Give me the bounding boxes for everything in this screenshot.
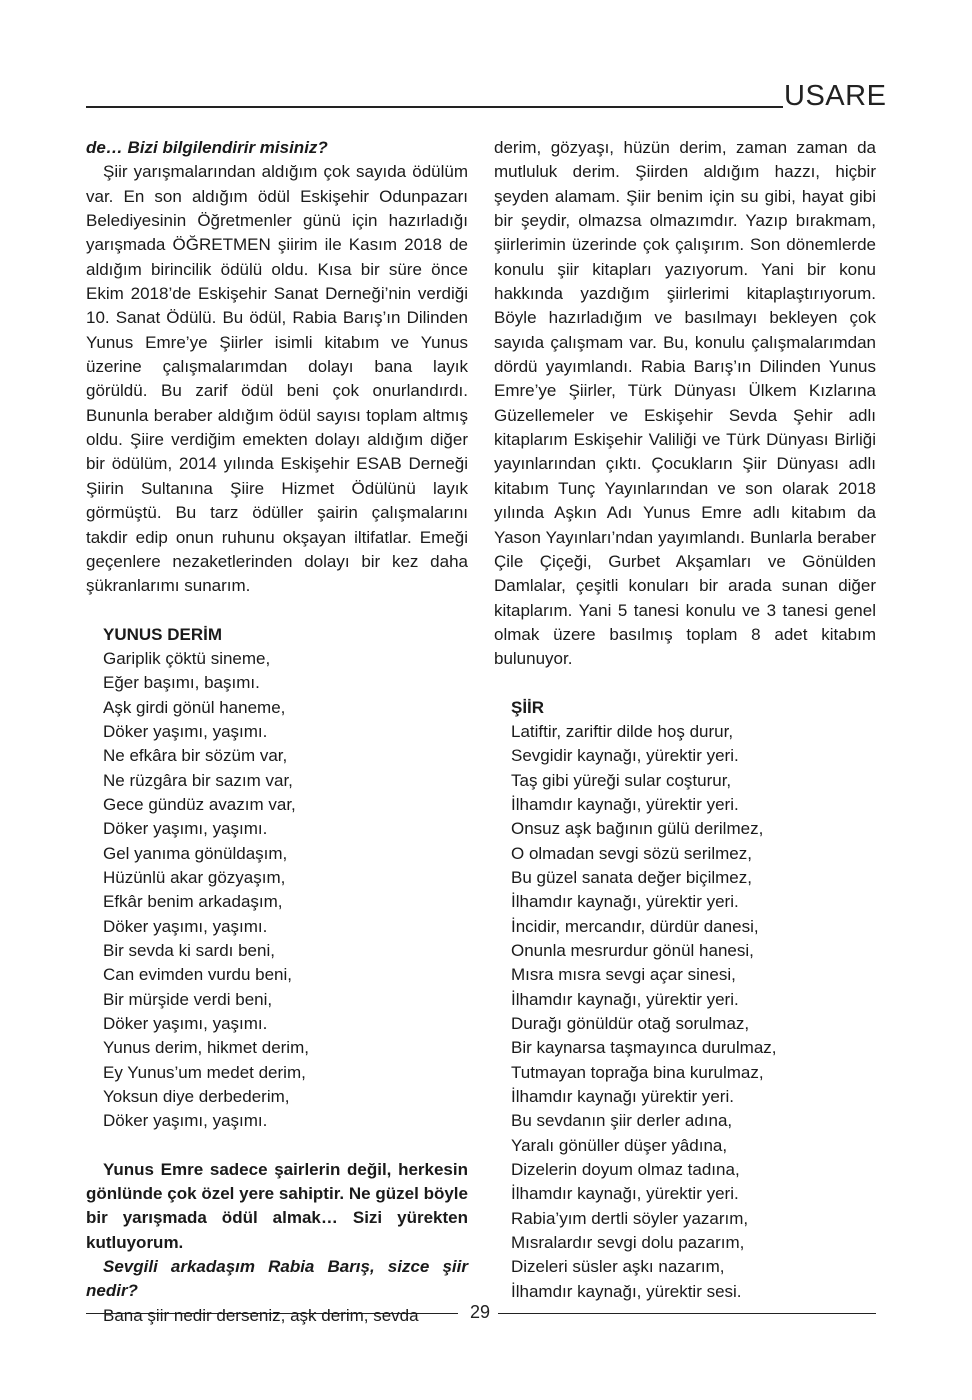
- interviewer-comment: Yunus Emre sadece şairlerin değil, herkesin gönlünde çok özel yere sahiptir. Ne güzel böyle bir yarışmada ödül almak… Sizi yürekten kutluyorum.: [86, 1159, 468, 1252]
- poem-line: Efkâr benim arkadaşım,: [103, 892, 283, 912]
- poem-line: Gel yanıma gönüldaşım,: [103, 843, 288, 863]
- answer-paragraph: Şiir yarışmalarından aldığım çok sayıda ödülüm var. En son aldığım ödül Eskişehir Odunpazarı Belediyesinin Öğretmenler günü için hazırladığı yarışmada ÖĞRETMEN şiirim ile Kasım 2018 de aldığım birincilik ödülü oldu. Kısa bir süre önce Ekim 2018’de Eskişehir Sanat Derneği’nin verdiği 10. Sanat Ödülü. Bu ödül, Rabia Barış’ın Dilinden Yunus Emre’ye Şiirler isimli kitabım ve Yunus üzerine çalışmalarımdan dolayı bana layık görüldü. Bu zarif ödül beni çok onurlandırdı. Bununla beraber aldığım ödül sayısı toplam altmış oldu. Şiire verdiğim emekten dolayı aldığım diğer bir ödülüm, 2014 yılında Eskişehir ESAB Derneği Şiirin Sultanına Şiire Hizmet Ödülünü layık görmüştü. Bu tarz ödüller şairin çalışmalarını takdir edip onun ruhunu okşayan iltifatlar. Emeği geçenlere nezaketlerinden dolayı bir kez daha şükranlarımı sunarım.: [86, 162, 468, 596]
- poem-lines: [103, 647, 468, 1134]
- question-tail: de… Bizi bilgilendirir misiniz?: [86, 138, 328, 157]
- footer-rule-left: [86, 1313, 458, 1314]
- poem-line: İlhamdır kaynağı, yürektir yeri.: [511, 989, 739, 1009]
- poem-yunus-derim: [103, 623, 468, 1134]
- poem-line: Rabia’yım dertli söyler yazarım,: [511, 1208, 749, 1228]
- spacer: [494, 672, 876, 696]
- footer-rule-right: [498, 1313, 876, 1314]
- poem-title: YUNUS DERİM: [103, 624, 223, 644]
- poem-line: İlhamdır kaynağı, yürektir yeri.: [511, 1184, 739, 1204]
- poem-line: Bu güzel sanata değer biçilmez,: [511, 867, 752, 887]
- poem-line: Bu sevdanın şiir derler adına,: [511, 1111, 733, 1131]
- poem-line: Ne rüzgâra bir sazım var,: [103, 770, 293, 790]
- right-column: [494, 136, 876, 1304]
- poem-line: Gariplik çöktü sineme,: [103, 648, 271, 668]
- question: Sevgili arkadaşım Rabia Barış, sizce şiir nedir?: [86, 1257, 468, 1301]
- poem-line: Dizeleri süsler aşkı nazarım,: [511, 1257, 725, 1277]
- poem-line: Döker yaşımı, yaşımı.: [103, 1014, 268, 1034]
- poem-line: Yoksun diye derbederim,: [103, 1087, 290, 1107]
- poem-line: Mısralardır sevgi dolu pazarım,: [511, 1233, 745, 1253]
- poem-line: Ey Yunus’um medet derim,: [103, 1062, 306, 1082]
- poem-line: Latiftir, zariftir dilde hoş durur,: [511, 721, 734, 741]
- poem-line: Onsuz aşk bağının gülü derilmez,: [511, 819, 764, 839]
- poem-line: İncidir, mercandır, dürdür danesi,: [511, 916, 759, 936]
- left-column: [86, 136, 468, 1328]
- poem-line: İlhamdır kaynağı, yürektir yeri.: [511, 892, 739, 912]
- answer-start: Bana şiir nedir derseniz, aşk derim, sevda: [103, 1305, 419, 1325]
- poem-line: Gece gündüz avazım var,: [103, 794, 296, 814]
- answer-continued: derim, gözyaşı, hüzün derim, zaman zaman da mutluluk derim. Şiirden aldığım hazzı, hiçbir şeyden alamam. Şiir benim için su gibi, hayat gibi bir şeydir, olmazsa olmazımdır. Yazıp bırakmam, şiirlerimin üzerinde çok çalışırım. Son dönemlerde konulu şiir kitapları yazıyorum. Yani bir konu hakkında yazdığım şiirlerimi kitaplaştırıyorum. Böyle hazırladığım ve basılmayı bekleyen çok sayıda çalışmam var. Bu, konulu çalışmalarımdan dördü yayımlandı. Rabia Barış’ın Dilinden Yunus Emre’ye Şiirler, Türk Dünyası Ülkem Kızlarına Güzellemeler ve Eskişehir Sevda Şehir adlı kitaplarım Eskişehir Valiliği ve Türk Dünyası Birliği yayınlarından çıktı. Çocukların Şiir Dünyası adlı kitabım Tunç Yayınlarından ve son olarak 2018 yılında Aşkın Adı Yunus Emre adlı kitabım da Yason Yayınları’ndan yayımlandı. Bunlarla beraber Çile Çiçeği, Gurbet Akşamları ve Gönülden Damlalar, çeşitli konuları bir arada sunan diğer kitaplarım. Yani 5 tanesi konulu ve 3 tanesi genel olmak üzere basılmış toplam 8 adet kitabım bulunuyor.: [494, 138, 876, 669]
- poem-line: O olmadan sevgi sözü serilmez,: [511, 843, 752, 863]
- poem-line: Onunla mesrurdur gönül hanesi,: [511, 941, 754, 960]
- spacer: [86, 1134, 468, 1158]
- poem-line: Döker yaşımı, yaşımı.: [103, 1111, 268, 1131]
- poem-siir: [511, 696, 876, 1305]
- page-number: 29: [469, 1302, 491, 1322]
- poem-line: Aşk girdi gönül haneme,: [103, 697, 286, 717]
- poem-line: Can evimden vurdu beni,: [103, 965, 293, 985]
- poem-line: Durağı gönüldür otağ sorulmaz,: [511, 1014, 750, 1034]
- poem-line: Ne efkâra bir sözüm var,: [103, 746, 288, 766]
- poem-title: ŞİİR: [511, 697, 545, 717]
- poem-line: Dizelerin doyum olmaz tadına,: [511, 1160, 740, 1180]
- poem-line: Eğer başımı, başımı.: [103, 673, 260, 693]
- magazine-name: USARE: [784, 80, 887, 112]
- poem-line: Taş gibi yüreği sular coşturur,: [511, 770, 732, 790]
- poem-line: Döker yaşımı, yaşımı.: [103, 819, 268, 839]
- header-rule: [86, 106, 783, 108]
- poem-line: Mısra mısra sevgi açar sinesi,: [511, 965, 736, 985]
- poem-line: İlhamdır kaynağı, yürektir sesi.: [511, 1281, 742, 1301]
- poem-line: Bir sevda ki sardı beni,: [103, 941, 275, 960]
- poem-line: Döker yaşımı, yaşımı.: [103, 721, 268, 741]
- poem-line: Hüzünlü akar gözyaşım,: [103, 867, 286, 887]
- poem-line: Sevgidir kaynağı, yürektir yeri.: [511, 746, 739, 766]
- poem-line: Bir mürşide verdi beni,: [103, 989, 273, 1009]
- poem-line: Bir kaynarsa taşmayınca durulmaz,: [511, 1038, 777, 1058]
- poem-line: Döker yaşımı, yaşımı.: [103, 916, 268, 936]
- poem-lines: [511, 720, 876, 1304]
- poem-line: Yunus derim, hikmet derim,: [103, 1038, 309, 1058]
- poem-line: İlhamdır kaynağı yürektir yeri.: [511, 1087, 734, 1107]
- spacer: [86, 599, 468, 623]
- poem-line: Tutmayan toprağa bina kurulmaz,: [511, 1062, 764, 1082]
- poem-line: İlhamdır kaynağı, yürektir yeri.: [511, 794, 739, 814]
- poem-line: Yaralı gönüller düşer yâdına,: [511, 1135, 728, 1155]
